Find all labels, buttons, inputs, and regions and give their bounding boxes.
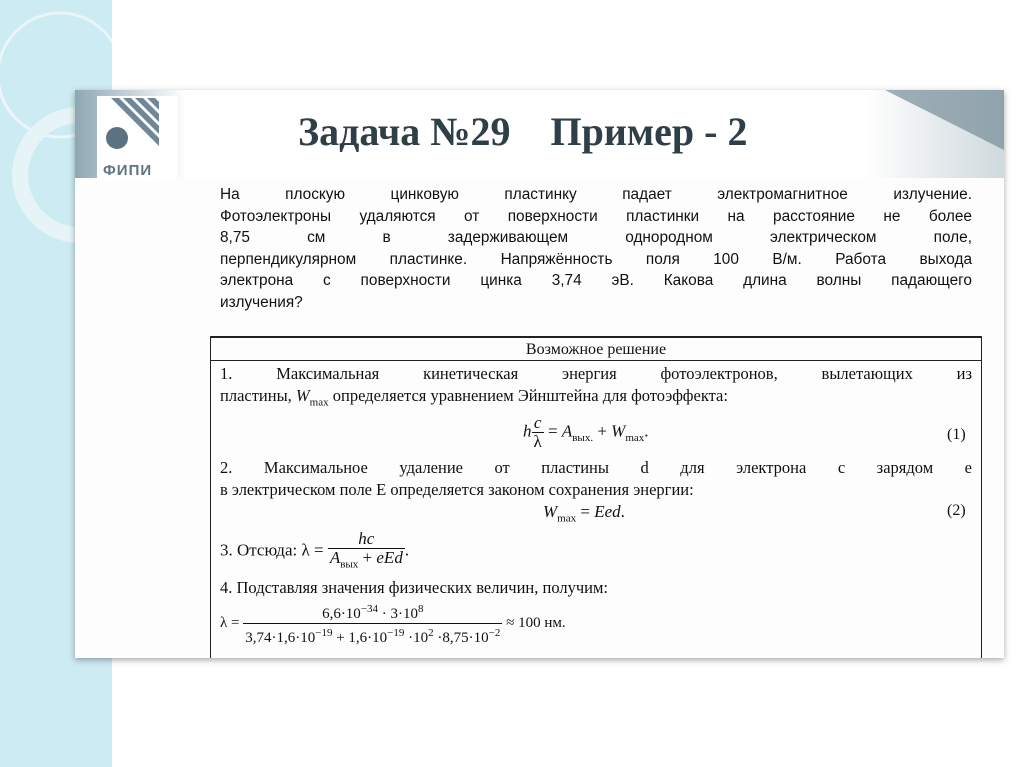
step4-line: 4. Подставляя значения физических величин, получим: <box>220 578 608 597</box>
step3-label: 3. Отсюда: <box>220 540 302 560</box>
fipi-logo-text: ФИПИ <box>103 162 153 179</box>
problem-statement <box>220 184 972 313</box>
final-equation: λ = $\frac{6,6\cdot 10^{-34} \cdot 3\cdot 10^8}{3,74\cdot 1,6\cdot 10^{-19} + 1,6\cdot 10^{-19} \cdot 10^2 \cdot 8,75\cdot 10^{-2}}$ ≈ 100 нм. <box>220 600 566 647</box>
result-value: ≈ 100 нм. <box>506 614 566 631</box>
problem-line: На плоскую цинковую пластинку падает электромагнитное излучение. <box>220 186 972 203</box>
fipi-logo-mark-icon <box>97 96 177 160</box>
fipi-logo <box>97 96 177 180</box>
step3-equation: 3. Отсюда: λ = $\frac{hc}{A_{вых} + eEd}$ . <box>220 529 410 571</box>
equation-2-number: (2) <box>947 502 966 519</box>
slide-title: Задача №29 Пример - 2 <box>298 109 748 154</box>
problem-line: излучения? <box>220 293 303 311</box>
step2-line1: 2. Максимальное удаление от пластины d для электрона с зарядом e <box>220 458 972 477</box>
step2-line2: в электрическом поле E определяется законом сохранения энергии: <box>220 480 694 499</box>
solution-header: Возможное решение <box>211 338 981 361</box>
problem-line: перпендикулярном пластинке. Напряжённость поля 100 В/м. Работа выхода <box>220 250 972 268</box>
problem-line: 8,75 см в задерживающем однородном электрическом поле, <box>220 229 972 246</box>
step1-text-a: пластины, <box>220 386 296 405</box>
problem-line: электрона с поверхности цинка 3,74 эВ. Какова длина волны падающего <box>220 272 972 289</box>
step1-line1: 1. Максимальная кинетическая энергия фотоэлектронов, вылетающих из <box>220 364 972 383</box>
step1-text-b: определяется уравнением Эйнштейна для фотоэффекта: <box>328 386 728 405</box>
equation-2: $W_{max}$ = Eed. <box>543 502 625 525</box>
solution-box <box>210 336 982 658</box>
equation-1: h $\frac{c}{\lambda}$ = $A_{вых.} + W_{max}$. <box>523 413 649 451</box>
problem-line: Фотоэлектроны удаляются от поверхности пластинки на расстояние не более <box>220 207 972 225</box>
step1-line2: пластины, $W_{max}$ определяется уравнением Эйнштейна для фотоэффекта: <box>220 386 728 409</box>
equation-1-number: (1) <box>947 426 966 443</box>
